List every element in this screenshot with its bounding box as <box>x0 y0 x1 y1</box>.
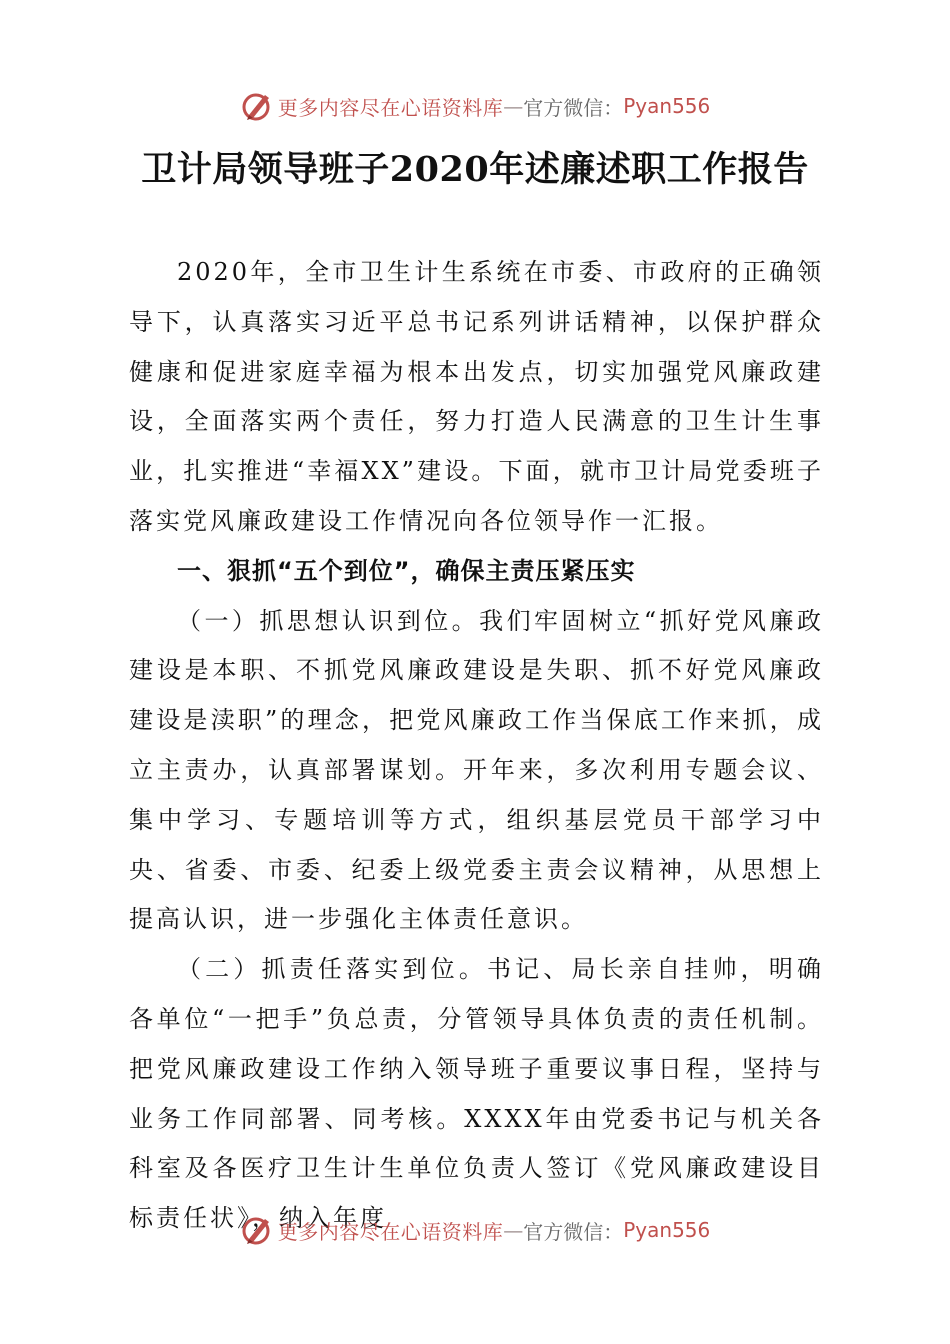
watermark-wechat-id: Pyan556 <box>623 94 711 118</box>
watermark-brand: 更多内容尽在心语资料库 <box>277 1219 504 1244</box>
watermark-banner-bottom <box>0 1210 950 1250</box>
watermark-wechat-label: 官方微信： <box>523 1219 624 1244</box>
watermark-wechat-id: Pyan556 <box>623 1218 711 1242</box>
paragraph-responsibility: （二）抓责任落实到位。书记、局长亲自挂帅，明确各单位“一把手”负总责，分管领导具体负责的责任机制。把党风廉政建设工作纳入领导班子重要议事日程，坚持与业务工作同部署、同考核。XXXX年由党委书记与机关各科室及各医疗卫生计生单位负责人签订《党风廉政建设目标责任状》，纳入年度 <box>129 955 824 1233</box>
watermark-brand: 更多内容尽在心语资料库 <box>277 95 504 120</box>
watermark-dash: — <box>503 1218 524 1242</box>
pen-logo-icon <box>240 1213 274 1247</box>
paragraph-thought: （一）抓思想认识到位。我们牢固树立“抓好党风廉政建设是本职、不抓党风廉政建设是失职、抓不好党风廉政建设是渎职”的理念，把党风廉政工作当保底工作来抓，成立主责办，认真部署谋划。开年来，多次利用专题会议、集中学习、专题培训等方式，组织基层党员干部学习中央、省委、市委、纪委上级党委主责会议精神，从思想上提高认识，进一步强化主体责任意识。 <box>129 606 824 934</box>
watermark-banner-top <box>0 86 950 126</box>
section-heading-1: 一、狠抓“五个到位”，确保主责压紧压实 <box>177 556 636 585</box>
paragraph-intro: 2020年，全市卫生计生系统在市委、市政府的正确领导下，认真落实习近平总书记系列讲话精神，以保护群众健康和促进家庭幸福为根本出发点，切实加强党风廉政建设，全面落实两个责任，努力打造人民满意的卫生计生事业，扎实推进“幸福XX”建设。下面，就市卫计局党委班子落实党风廉政建设工作情况向各位领导作一汇报。 <box>129 258 824 535</box>
watermark-dash: — <box>503 94 524 118</box>
watermark-wechat-label: 官方微信： <box>523 95 624 120</box>
document-title: 卫计局领导班子2020年述廉述职工作报告 <box>141 149 809 190</box>
document-body <box>129 248 824 1244</box>
pen-logo-icon <box>240 89 274 123</box>
